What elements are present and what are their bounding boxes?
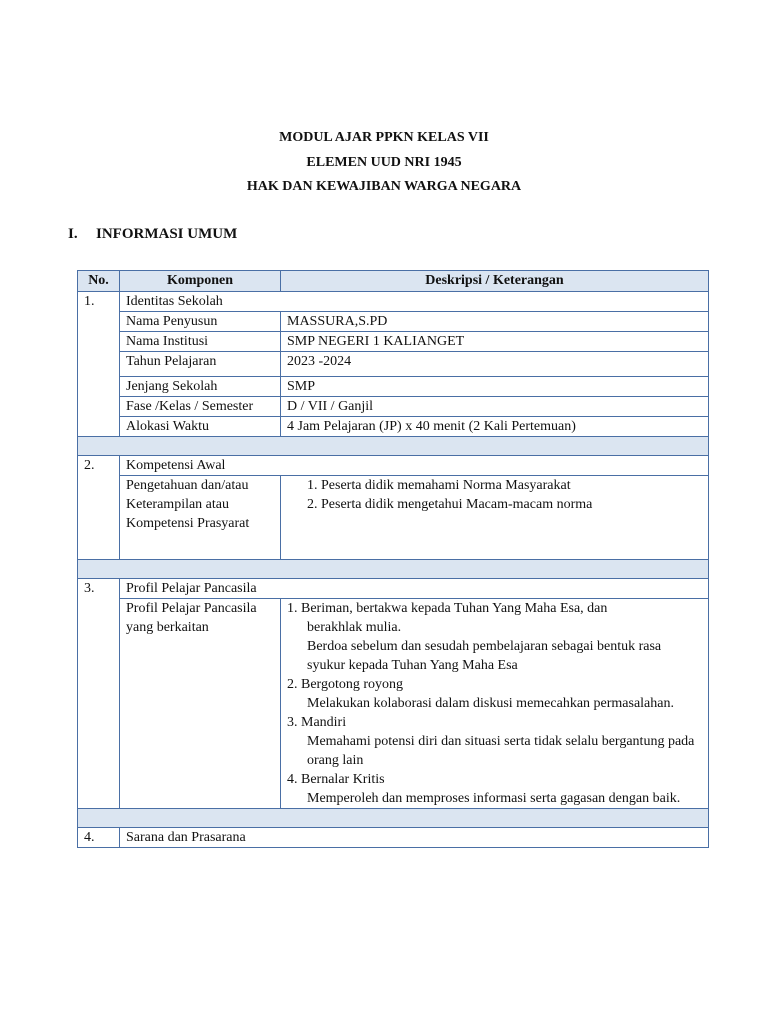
section-4-title: Sarana dan Prasarana [120, 828, 709, 848]
section-3-title-row [78, 579, 709, 599]
row-label: Tahun Pelajaran [120, 352, 281, 377]
table-row [78, 476, 709, 560]
profile-item-1-desc: Berdoa sebelum dan sesudah pembelajaran sebagai bentuk rasa syukur kepada Tuhan Yang Maha Esa [307, 639, 662, 673]
table-row [78, 332, 709, 352]
list-item: 1. Peserta didik memahami Norma Masyarakat [321, 476, 702, 495]
row-value: D / VII / Ganjil [281, 397, 709, 417]
table-row [78, 417, 709, 437]
section-4-number: 4. [78, 828, 120, 848]
info-table [77, 270, 709, 848]
profile-item-2-head: 2. Bergotong royong [287, 677, 404, 692]
section-2-title: Kompetensi Awal [120, 456, 709, 476]
title-line-1: MODUL AJAR PPKN KELAS VII [279, 130, 489, 145]
separator-row [78, 809, 709, 828]
row-value: SMP NEGERI 1 KALIANGET [281, 332, 709, 352]
table-header-row [78, 271, 709, 292]
profile-item-4-head: 4. Bernalar Kritis [287, 772, 385, 787]
kompetensi-list [287, 476, 702, 514]
profile-item-3-desc: Memahami potensi diri dan situasi serta tidak selalu bergantung pada orang lain [307, 734, 695, 768]
section-3-component: Profil Pelajar Pancasila yang berkaitan [120, 599, 281, 809]
header-deskripsi: Deskripsi / Keterangan [281, 271, 709, 292]
table-row [78, 599, 709, 809]
section-1-title: Identitas Sekolah [120, 292, 709, 312]
table-row [78, 312, 709, 332]
section-number: I. [68, 226, 78, 242]
row-value: MASSURA,S.PD [281, 312, 709, 332]
table-row [78, 377, 709, 397]
profile-item-3-head: 3. Mandiri [287, 715, 347, 730]
title-line-2: ELEMEN UUD NRI 1945 [306, 154, 462, 170]
row-label: Alokasi Waktu [120, 417, 281, 437]
profile-item-2-desc: Melakukan kolaborasi dalam diskusi memecahkan permasalahan. [307, 696, 674, 711]
separator-row [78, 437, 709, 456]
section-2-number: 2. [78, 456, 120, 560]
section-label: INFORMASI UMUM [96, 226, 238, 242]
profile-item-1-cont: berakhlak mulia. [307, 620, 402, 635]
table-row [78, 352, 709, 377]
document-title [0, 126, 768, 200]
profile-item-4-desc: Memperoleh dan memproses informasi serta gagasan dengan baik. [307, 791, 681, 806]
row-label: Jenjang Sekolah [120, 377, 281, 397]
row-label: Nama Penyusun [120, 312, 281, 332]
section-2-component: Pengetahuan dan/atau Keterampilan atau Kompetensi Prasyarat [120, 476, 281, 560]
section-3-number: 3. [78, 579, 120, 809]
section-2-description [281, 476, 709, 560]
row-value: SMP [281, 377, 709, 397]
profile-item-1-head: 1. Beriman, bertakwa kepada Tuhan Yang Maha Esa, dan [287, 601, 608, 616]
section-4-title-row [78, 828, 709, 848]
header-komponen: Komponen [120, 271, 281, 292]
list-item: 2. Peserta didik mengetahui Macam-macam norma [321, 495, 702, 514]
row-value: 2023 -2024 [281, 352, 709, 377]
section-2-title-row [78, 456, 709, 476]
row-value: 4 Jam Pelajaran (JP) x 40 menit (2 Kali Pertemuan) [281, 417, 709, 437]
header-no: No. [78, 271, 120, 292]
separator-row [78, 560, 709, 579]
section-1-title-row [78, 292, 709, 312]
row-label: Nama Institusi [120, 332, 281, 352]
row-label: Fase /Kelas / Semester [120, 397, 281, 417]
section-3-description [281, 599, 709, 809]
section-heading [68, 226, 237, 243]
section-1-number: 1. [78, 292, 120, 437]
section-3-title: Profil Pelajar Pancasila [120, 579, 709, 599]
table-row [78, 397, 709, 417]
title-line-3: HAK DAN KEWAJIBAN WARGA NEGARA [246, 179, 522, 194]
